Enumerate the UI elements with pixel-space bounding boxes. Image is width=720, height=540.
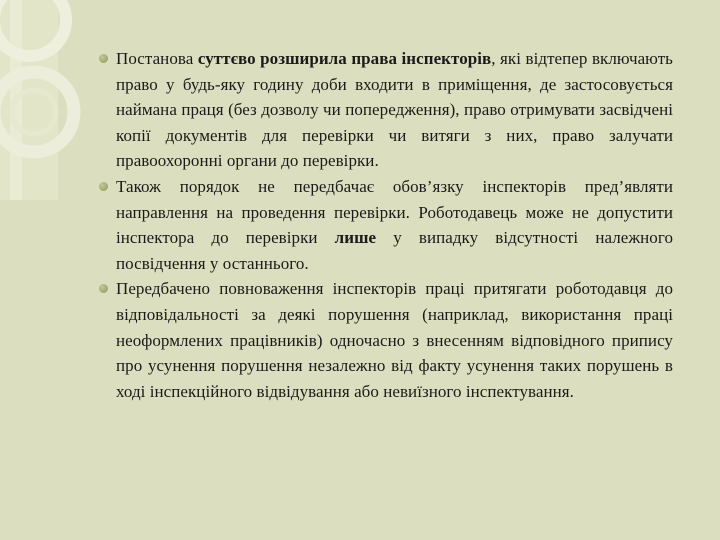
bullet-item-2 [97, 174, 673, 276]
bullet-1-text-start: Постанова [116, 49, 198, 68]
bullet-2-text-end: у випадку відсутності належного посвідчення у останнього. [116, 228, 673, 273]
decor-left-band [0, 0, 58, 200]
bullet-dot-icon [99, 54, 108, 63]
bullet-1-text-end: , які відтепер включають право у будь-яку годину доби входити в приміщення, де застосовується наймана праця (без дозволу чи попередження), право отримувати засвідчені копії документів для перевірки чи витяги з них, право залучати правоохоронні органи до перевірки. [116, 49, 673, 171]
bullet-2-text-bold: лише [334, 228, 377, 248]
bullet-2-text-start: Також порядок не передбачає обов’язку інспекторів пред’являти направлення на проведення перевірки. Роботодавець може не допустити інспектора до перевірки [116, 176, 673, 248]
bullet-item-1 [97, 46, 673, 174]
bullet-1-text-bold: суттєво розширила права інспекторів [197, 49, 492, 68]
bullet-list [97, 46, 673, 404]
bullet-dot-icon [99, 284, 108, 293]
bullet-3-text: Передбачено повноваження інспекторів праці притягати роботодавця до відповідальності за деякі порушення (наприклад, використання праці неоформлених працівників) одночасно з внесенням відповідного припису про усунення порушення незалежно від факту усунення таких порушень в ході інспекційного відвідування або невиїзного інспектування. [116, 279, 673, 401]
bullet-item-3 [97, 276, 673, 404]
bullet-dot-icon [99, 182, 108, 191]
